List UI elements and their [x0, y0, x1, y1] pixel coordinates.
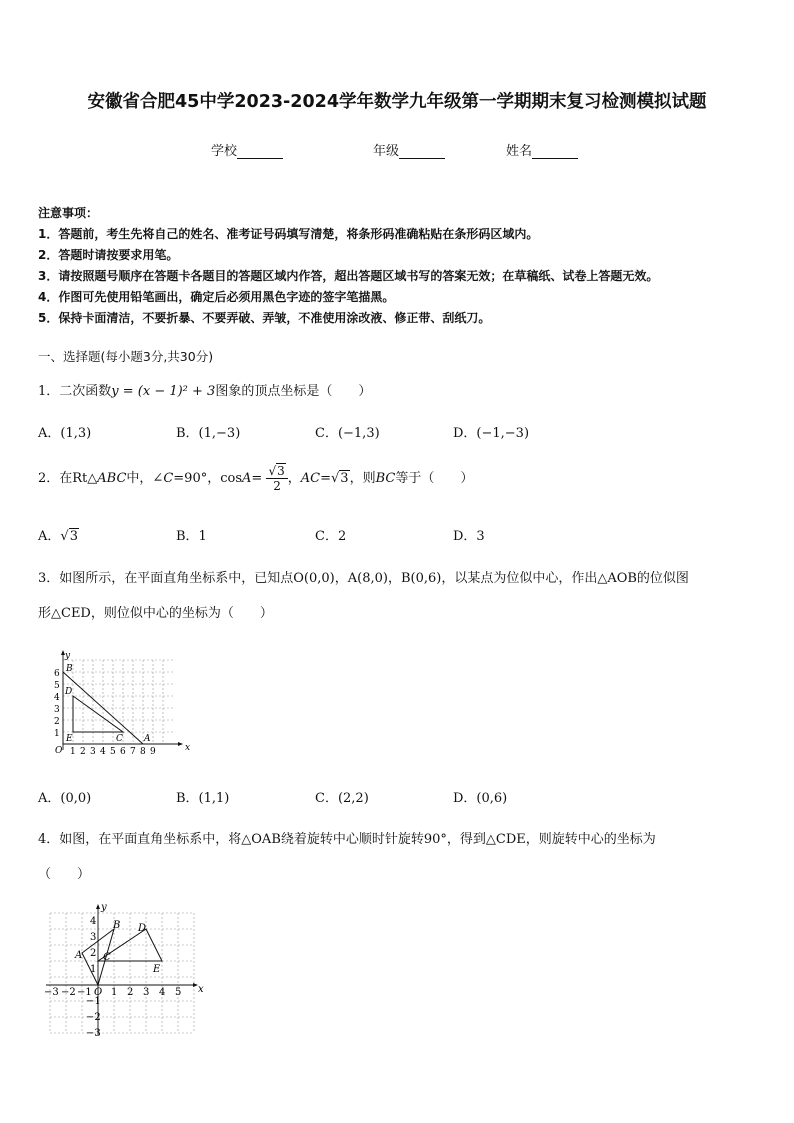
- q2-text: =: [320, 471, 331, 486]
- q2-option-c[interactable]: C．2: [315, 529, 347, 544]
- q3-point-e: E: [66, 734, 73, 744]
- q2-a: A: [242, 471, 252, 486]
- q3-point-a: A: [144, 734, 151, 744]
- q4-point-a: A: [75, 950, 83, 961]
- q4-x-tick: 3: [143, 987, 150, 998]
- q1-prefix: 1．二次函数: [38, 384, 112, 399]
- q2-text: 2．在Rt△: [38, 471, 98, 486]
- q1-formula: y = (x − 1)² + 3: [111, 384, 216, 399]
- note-item: 3．请按照题号顺序在答题卡各题目的答题区域内作答，超出答题区域书写的答案无效；在草稿纸、试卷上答题无效。: [38, 269, 659, 283]
- section-heading: 一、选择题(每小题3分,共30分): [38, 349, 214, 364]
- q4-origin: O: [94, 987, 103, 998]
- note-item: 5．保持卡面清洁，不要折暴、不要弄破、弄皱，不准使用涂改液、修正带、刮纸刀。: [38, 311, 491, 325]
- q3-y-tick: 6: [54, 669, 60, 679]
- q3-x-tick: 2: [80, 747, 86, 757]
- name-blank: [532, 146, 578, 159]
- note-item: 1．答题前，考生先将自己的姓名、准考证号码填写清楚，将条形码准确粘贴在条形码区域内。: [38, 227, 539, 241]
- q3-y-tick: 5: [54, 681, 60, 691]
- q2-ac: AC: [300, 471, 321, 486]
- q3-y-tick: 2: [54, 717, 60, 727]
- q1-suffix: 图象的顶点坐标是（ ）: [215, 384, 372, 399]
- q3-x-tick: 8: [140, 747, 146, 757]
- q2-text: 中，∠: [126, 471, 164, 486]
- q2-abc: ABC: [97, 471, 127, 486]
- notes-heading: 注意事项：: [38, 206, 99, 220]
- q2-option-a-label: A．: [38, 529, 61, 544]
- question-3-line-1: 3．如图所示，在平面直角坐标系中，已知点O(0,0)，A(8,0)，B(0,6)，以某点为位似中心，作出△AOB的位似图: [38, 571, 689, 586]
- q2-option-b[interactable]: B．1: [176, 529, 207, 544]
- q1-option-d[interactable]: D．(−1,−3): [453, 426, 530, 441]
- q4-y-tick: 2: [90, 948, 97, 959]
- q4-x-tick: −2: [61, 987, 76, 998]
- q2-text: ，: [287, 471, 301, 486]
- question-4-line-1: 4．如图，在平面直角坐标系中，将△OAB绕着旋转中心顺时针旋转90°，得到△CDE，则旋转中心的坐标为: [38, 832, 656, 847]
- q3-x-tick: 4: [100, 747, 106, 757]
- grade-field: [373, 140, 445, 159]
- page-title: 安徽省合肥45中学2023-2024学年数学九年级第一学期期末复习检测模拟试题: [87, 92, 707, 112]
- q2-frac-num: 3: [277, 464, 285, 478]
- q4-y-tick: −2: [86, 1012, 101, 1023]
- q4-y-tick: 3: [90, 932, 97, 943]
- notes-block: [38, 203, 658, 329]
- q3-x-tick: 1: [70, 747, 76, 757]
- q3-y-tick: 3: [54, 705, 60, 715]
- q3-point-b: B: [66, 664, 73, 674]
- q3-origin: O: [55, 746, 63, 756]
- q2-option-d[interactable]: D．3: [453, 529, 485, 544]
- q3-point-d: D: [65, 687, 73, 697]
- q1-option-b[interactable]: B．(1,−3): [176, 426, 241, 441]
- q3-option-d[interactable]: D．(0,6): [453, 791, 508, 806]
- q3-option-c[interactable]: C．(2,2): [315, 791, 369, 806]
- q4-y-tick: 4: [90, 916, 97, 927]
- q1-option-c[interactable]: C．(−1,3): [315, 426, 380, 441]
- q2-option-a[interactable]: A．√3: [38, 529, 78, 544]
- q4-x-tick: 1: [111, 987, 118, 998]
- q4-x-tick: −3: [44, 987, 59, 998]
- q4-point-c: C: [103, 952, 111, 963]
- q4-point-e: E: [153, 964, 161, 975]
- q3-figure: [52, 646, 194, 758]
- school-blank: [237, 146, 283, 159]
- q2-sqrt: 3: [340, 471, 349, 486]
- q2-bc: BC: [375, 471, 396, 486]
- school-field: [211, 140, 283, 159]
- q2-c: C: [163, 471, 174, 486]
- question-2: 2．在Rt△ABC中，∠C=90°，cosA= $\frac{√3}{2}$ ，AC=√3，则BC等于（ ）: [38, 464, 474, 493]
- q4-x-tick: −1: [77, 987, 92, 998]
- grade-blank: [399, 146, 445, 159]
- question-4-line-2: （ ）: [38, 867, 91, 882]
- q4-x-tick: 5: [175, 987, 182, 998]
- note-item: 4．作图可先使用铅笔画出，确定后必须用黑色字迹的签字笔描黑。: [38, 290, 395, 304]
- q3-y-tick: 1: [54, 729, 60, 739]
- q3-x-tick: 7: [130, 747, 136, 757]
- q2-text: =90°，cos: [173, 471, 242, 486]
- name-field: [506, 140, 578, 159]
- q3-point-c: C: [116, 734, 123, 744]
- school-label: 学校: [211, 144, 238, 159]
- q2-text: 等于（ ）: [395, 471, 474, 486]
- q2-fraction: $\frac{√3}{2}$: [266, 464, 287, 493]
- q4-x-label: x: [198, 984, 204, 995]
- grade-label: 年级: [373, 144, 400, 159]
- q3-x-tick: 9: [150, 747, 156, 757]
- q3-y-label: y: [65, 651, 71, 661]
- q3-x-tick: 3: [90, 747, 96, 757]
- q2-text: =: [251, 471, 263, 486]
- q4-y-label: y: [101, 902, 107, 913]
- q4-x-tick: 4: [159, 987, 166, 998]
- q3-x-label: x: [185, 743, 191, 753]
- q3-x-tick: 5: [110, 747, 116, 757]
- note-item: 2．答题时请按要求用笔。: [38, 248, 179, 262]
- q3-x-tick: 6: [120, 747, 126, 757]
- q3-option-b[interactable]: B．(1,1): [176, 791, 230, 806]
- q4-y-tick: 1: [90, 964, 97, 975]
- q4-y-tick: −3: [86, 1028, 101, 1036]
- q4-x-tick: 2: [127, 987, 134, 998]
- q4-figure: [42, 901, 208, 1036]
- question-1: [38, 380, 371, 399]
- q3-option-a[interactable]: A．(0,0): [38, 791, 92, 806]
- name-label: 姓名: [506, 144, 533, 159]
- q2-option-a-sqrt: 3: [69, 529, 78, 544]
- question-3-line-2: 形△CED，则位似中心的坐标为（ ）: [38, 606, 273, 621]
- q2-text: ，则: [349, 471, 376, 486]
- q3-y-tick: 4: [54, 693, 60, 703]
- q1-option-a[interactable]: A．(1,3): [38, 426, 92, 441]
- q2-frac-den: 2: [273, 479, 281, 493]
- q4-y-tick: −1: [86, 996, 101, 1007]
- q4-point-b: B: [113, 920, 121, 931]
- q4-point-d: D: [138, 923, 147, 934]
